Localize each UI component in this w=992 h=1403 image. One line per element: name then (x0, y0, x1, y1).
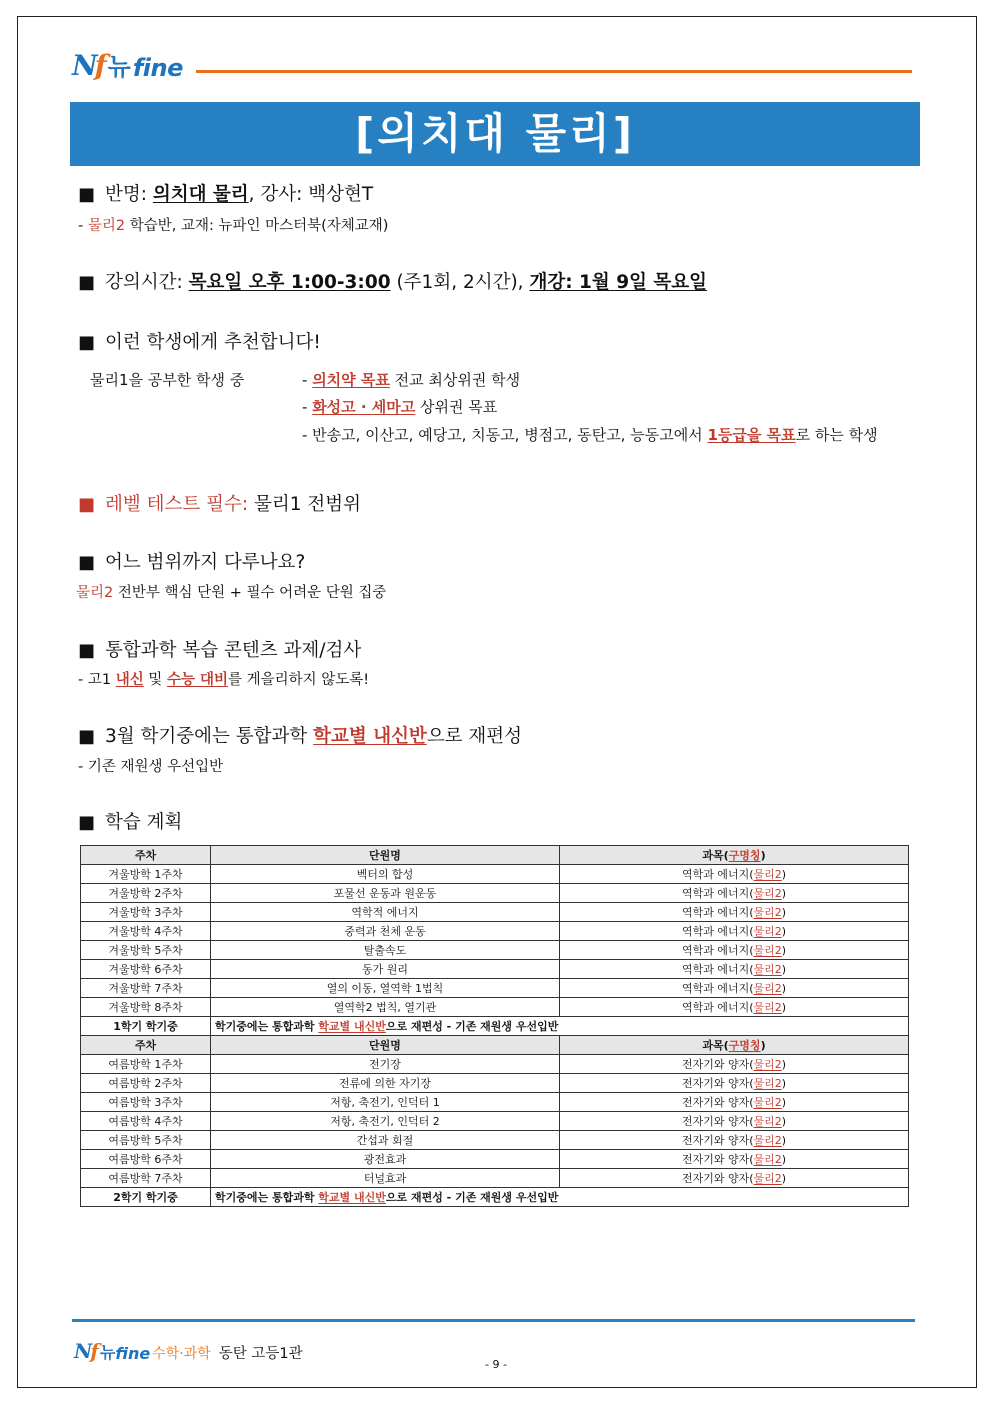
row-week: 여름방학 6주차 (81, 1150, 211, 1169)
row-subject (560, 1169, 909, 1188)
square-bullet-icon: ■ (78, 726, 96, 747)
row-subject (560, 1150, 909, 1169)
review-heading: ■ 통합과학 복습 콘텐츠 과제/검사 (78, 640, 362, 661)
subject-old-name: 물리2 (753, 982, 782, 995)
recommend-item-2: - 화성고 · 세마고 상위권 목표 (302, 398, 498, 416)
header-subject (560, 1036, 909, 1055)
subject-end: ) (781, 1058, 787, 1071)
recommend-item-3: - 반송고, 이산고, 예당고, 치동고, 병점고, 동탄고, 능동고에서 1등급을 목표로 하는 학생 (302, 426, 878, 444)
table-row (81, 884, 909, 903)
table-row (81, 1093, 909, 1112)
page-number: - 9 - (485, 1358, 507, 1371)
subject-end: ) (781, 925, 787, 938)
semester-week: 2학기 학기중 (81, 1188, 211, 1207)
row-week: 여름방학 4주차 (81, 1112, 211, 1131)
square-bullet-icon: ■ (78, 332, 96, 353)
row-unit: 터널효과 (211, 1169, 560, 1188)
table-row (81, 1112, 909, 1131)
square-bullet-icon: ■ (78, 812, 96, 833)
header-rule (196, 70, 912, 73)
table-row (81, 1055, 909, 1074)
subject-name: 역학과 에너지( (681, 887, 754, 900)
row-week: 겨울방학 6주차 (81, 960, 211, 979)
row-week: 겨울방학 4주차 (81, 922, 211, 941)
row-unit: 저항, 축전기, 인덕터 2 (211, 1112, 560, 1131)
square-bullet-icon: ■ (78, 494, 96, 515)
subject-old-name: 물리2 (753, 868, 782, 881)
table-row (81, 1150, 909, 1169)
row-unit: 포물선 운동과 원운동 (211, 884, 560, 903)
semester-row (81, 1017, 909, 1036)
subject-old-name: 물리2 (753, 1001, 782, 1014)
row-subject (560, 1093, 909, 1112)
subject-name: 역학과 에너지( (681, 1001, 754, 1014)
header-week: 주차 (81, 1036, 211, 1055)
logo-english: fine (132, 54, 183, 82)
row-subject (560, 1112, 909, 1131)
open-date: 개강: 1월 9일 목요일 (529, 272, 708, 293)
semester-note (211, 1017, 909, 1036)
row-week: 겨울방학 5주차 (81, 941, 211, 960)
footer-logo-mark: Nf (74, 1339, 97, 1363)
level-test-heading: ■ 레벨 테스트 필수: 물리1 전범위 (78, 494, 361, 515)
scope-sub: 물리2 전반부 핵심 단원 + 필수 어려운 단원 집중 (76, 585, 387, 601)
class-info-heading: ■ 반명: 의치대 물리, 강사: 백상현T (78, 184, 374, 205)
subject-name: 전자기와 양자( (681, 1115, 754, 1128)
subject-name: 역학과 에너지( (681, 963, 754, 976)
subject-end: ) (781, 1001, 787, 1014)
header-unit: 단원명 (211, 846, 560, 865)
subject-end: ) (781, 982, 787, 995)
table-row (81, 903, 909, 922)
semester-note-red: 학교별 내신반 (318, 1020, 386, 1033)
table-row (81, 865, 909, 884)
subject-name: 역학과 에너지( (681, 925, 754, 938)
row-week: 겨울방학 3주차 (81, 903, 211, 922)
subject-end: ) (781, 1077, 787, 1090)
row-unit: 중력과 천체 운동 (211, 922, 560, 941)
subject-end: ) (781, 1153, 787, 1166)
logo-korean: 뉴 (107, 53, 131, 81)
row-unit: 동가 원리 (211, 960, 560, 979)
logo-mark: Nf (72, 49, 104, 82)
row-subject (560, 922, 909, 941)
table-row (81, 1131, 909, 1150)
page-title: [의치대 물리] (70, 102, 920, 166)
table-row (81, 922, 909, 941)
subject-name: 역학과 에너지( (681, 868, 754, 881)
row-week: 여름방학 5주차 (81, 1131, 211, 1150)
table-header-row (81, 846, 909, 865)
subject-end: ) (781, 1115, 787, 1128)
class-time: 목요일 오후 1:00-3:00 (188, 272, 391, 293)
subject-name: 역학과 에너지( (681, 982, 754, 995)
subject-end: ) (781, 944, 787, 957)
subject-old-name: 물리2 (753, 887, 782, 900)
semester-note (211, 1188, 909, 1207)
row-subject (560, 941, 909, 960)
table-row (81, 960, 909, 979)
subject-name: 전자기와 양자( (681, 1058, 754, 1071)
semester-note-rest: 으로 재편성 - 기존 재원생 우선입반 (385, 1020, 559, 1033)
subject-old-name: 물리2 (753, 1077, 782, 1090)
row-unit: 전류에 의한 자기장 (211, 1074, 560, 1093)
semester-note-rest: 으로 재편성 - 기존 재원생 우선입반 (385, 1191, 559, 1204)
recommend-target: 물리1을 공부한 학생 중 (90, 371, 245, 389)
header-subject-prefix: 과목( (702, 849, 729, 862)
schedule-heading: ■ 강의시간: 목요일 오후 1:00-3:00 (주1회, 2시간), 개강: 1월 9일 목요일 (78, 272, 708, 293)
row-unit: 열의 이동, 열역학 1법칙 (211, 979, 560, 998)
subject-end: ) (781, 906, 787, 919)
review-sub: - 고1 내신 및 수능 대비를 게을리하지 않도록! (78, 672, 370, 688)
header-subject (560, 846, 909, 865)
footer-rule (72, 1319, 915, 1322)
row-unit: 광전효과 (211, 1150, 560, 1169)
table-row (81, 1074, 909, 1093)
subject-old-name: 물리2 (753, 925, 782, 938)
row-subject (560, 1074, 909, 1093)
row-week: 겨울방학 2주차 (81, 884, 211, 903)
row-subject (560, 1055, 909, 1074)
row-subject (560, 960, 909, 979)
subject-name: 전자기와 양자( (681, 1077, 754, 1090)
row-subject (560, 1131, 909, 1150)
recommend-heading: ■ 이런 학생에게 추천합니다! (78, 332, 321, 353)
semester-note-red: 학교별 내신반 (318, 1191, 386, 1204)
square-bullet-icon: ■ (78, 184, 96, 205)
semester-note-prefix: 학기중에는 통합과학 (215, 1020, 319, 1033)
row-subject (560, 865, 909, 884)
plan-heading: ■ 학습 계획 (78, 812, 183, 833)
subject-old-name: 물리2 (753, 1134, 782, 1147)
subject-old-name: 물리2 (753, 1153, 782, 1166)
semester-row (81, 1188, 909, 1207)
row-week: 겨울방학 8주차 (81, 998, 211, 1017)
subject-end: ) (781, 868, 787, 881)
row-unit: 저항, 축전기, 인덕터 1 (211, 1093, 560, 1112)
row-subject (560, 903, 909, 922)
subject-end: ) (781, 1096, 787, 1109)
subject-old-name: 물리2 (753, 1096, 782, 1109)
row-week: 겨울방학 1주차 (81, 865, 211, 884)
subject-name: 역학과 에너지( (681, 906, 754, 919)
footer-logo: Nf 뉴 fine 수학·과학 동탄 고등1관 (74, 1339, 303, 1363)
branch-name: 동탄 고등1관 (218, 1346, 303, 1362)
header-subject-suffix: ) (760, 1039, 766, 1052)
header-subject-prefix: 과목( (702, 1039, 729, 1052)
square-bullet-icon: ■ (78, 272, 96, 293)
class-name: 의치대 물리 (152, 184, 249, 205)
row-subject (560, 998, 909, 1017)
march-heading: ■ 3월 학기중에는 통합과학 학교별 내신반으로 재편성 (78, 726, 523, 747)
table-row (81, 998, 909, 1017)
subject-old-name: 물리2 (753, 944, 782, 957)
row-unit: 역학적 에너지 (211, 903, 560, 922)
header-unit: 단원명 (211, 1036, 560, 1055)
scope-heading: ■ 어느 범위까지 다루나요? (78, 552, 306, 573)
subject-old-name: 물리2 (753, 1172, 782, 1185)
row-subject (560, 884, 909, 903)
subject-name: 역학과 에너지( (681, 944, 754, 957)
row-week: 여름방학 7주차 (81, 1169, 211, 1188)
row-week: 여름방학 1주차 (81, 1055, 211, 1074)
semester-week: 1학기 학기중 (81, 1017, 211, 1036)
subject-name: 전자기와 양자( (681, 1172, 754, 1185)
table-row (81, 1169, 909, 1188)
table-header-row (81, 1036, 909, 1055)
study-plan-table (80, 845, 909, 1207)
subject-name: 전자기와 양자( (681, 1153, 754, 1166)
subject-name: 전자기와 양자( (681, 1134, 754, 1147)
subject-end: ) (781, 963, 787, 976)
row-unit: 벡터의 합성 (211, 865, 560, 884)
subject-old-name: 물리2 (753, 963, 782, 976)
subject-name: 전자기와 양자( (681, 1096, 754, 1109)
header-subject-suffix: ) (760, 849, 766, 862)
row-unit: 전기장 (211, 1055, 560, 1074)
subject-old-name: 물리2 (753, 1058, 782, 1071)
row-unit: 열역학2 법칙, 열기관 (211, 998, 560, 1017)
row-week: 여름방학 3주차 (81, 1093, 211, 1112)
subject-end: ) (781, 1134, 787, 1147)
row-week: 여름방학 2주차 (81, 1074, 211, 1093)
subject-old-name: 물리2 (753, 906, 782, 919)
header-week: 주차 (81, 846, 211, 865)
semester-note-prefix: 학기중에는 통합과학 (215, 1191, 319, 1204)
row-week: 겨울방학 7주차 (81, 979, 211, 998)
row-unit: 탈출속도 (211, 941, 560, 960)
row-unit: 간섭과 회절 (211, 1131, 560, 1150)
header-subject-red: 구명칭 (728, 1039, 761, 1052)
square-bullet-icon: ■ (78, 640, 96, 661)
newfine-logo (72, 48, 183, 82)
square-bullet-icon: ■ (78, 552, 96, 573)
class-info-sub: - 물리2 학습반, 교재: 뉴파인 마스터북(자체교재) (78, 218, 389, 234)
subject-end: ) (781, 887, 787, 900)
row-subject (560, 979, 909, 998)
recommend-item-1: - 의치약 목표 전교 최상위권 학생 (302, 371, 521, 389)
table-row (81, 941, 909, 960)
subject-old-name: 물리2 (753, 1115, 782, 1128)
header-subject-red: 구명칭 (728, 849, 761, 862)
table-row (81, 979, 909, 998)
march-sub: - 기존 재원생 우선입반 (78, 759, 224, 775)
subject-end: ) (781, 1172, 787, 1185)
